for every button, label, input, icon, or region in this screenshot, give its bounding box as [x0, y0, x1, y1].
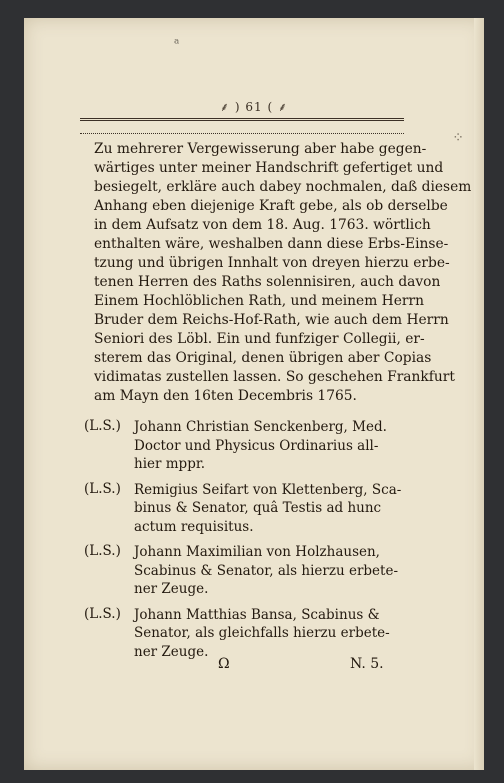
signature-entry	[84, 481, 404, 537]
body-line: tenen Herren des Raths solennisiren, auch davon	[94, 274, 441, 290]
body-line: besiegelt, erkläre auch dabey nochmalen, daß diesem	[94, 179, 472, 195]
body-line: Einem Hochlöblichen Rath, und meinem Herrn	[94, 293, 424, 309]
ornament-rule	[80, 118, 404, 134]
signature-line: ner Zeuge.	[134, 643, 209, 660]
body-line: Seniori des Löbl. Ein und funfziger Collegii, er-	[94, 331, 425, 347]
body-line: Bruder dem Reichs-Hof-Rath, wie auch dem Herrn	[94, 312, 449, 328]
body-line: enthalten wäre, weshalben dann diese Erbs-Einse-	[94, 236, 449, 252]
signature-entry	[84, 418, 404, 474]
seal-mark: (L.S.)	[84, 605, 121, 622]
signature-entry	[84, 606, 404, 662]
signature-line: Johann Maximilian von Holzhausen,	[134, 544, 380, 560]
signature-mark: N. 5.	[350, 656, 384, 672]
signature-text	[134, 418, 404, 474]
body-line: am Mayn den 16ten Decembris 1765.	[94, 388, 357, 404]
signature-line: Remigius Seifart von Klettenberg, Sca-	[134, 481, 402, 498]
signature-line: hier mppr.	[134, 456, 206, 472]
signature-line: Senator, als gleichfalls hierzu erbete-	[134, 625, 390, 641]
signature-text	[134, 606, 404, 662]
signature-block	[84, 418, 404, 668]
signature-text	[134, 481, 404, 537]
signature-line: Doctor und Physicus Ordinarius all-	[134, 437, 379, 454]
signature-line: Johann Christian Senckenberg, Med.	[134, 419, 387, 435]
signature-text	[134, 543, 404, 599]
body-line: sterem das Original, denen übrigen aber Copias	[94, 350, 432, 366]
seal-mark: (L.S.)	[84, 418, 121, 434]
signature-line: ner Zeuge.	[134, 581, 209, 597]
body-line: Anhang eben diejenige Kraft gebe, als ob derselbe	[94, 198, 448, 214]
catchword: Ω	[218, 656, 230, 672]
body-line: Zu mehrerer Vergewisserung aber habe gegen-	[94, 141, 427, 157]
top-ink-mark: ᵃ	[174, 36, 180, 52]
signature-line: binus & Senator, quâ Testis ad hunc	[134, 500, 382, 516]
body-line: wärtiges unter meiner Handschrift gefertiget und	[94, 160, 444, 176]
page-edge	[474, 18, 484, 770]
signature-line: Johann Matthias Bansa, Scabinus &	[134, 606, 380, 623]
signature-entry	[84, 543, 404, 599]
body-line: vidimatas zustellen lassen. So geschehen Frankfurt	[94, 369, 455, 385]
seal-mark: (L.S.)	[84, 480, 121, 497]
signature-line: Scabinus & Senator, als hierzu erbete-	[134, 562, 399, 579]
body-line: tzung und übrigen Innhalt von dreyen hierzu erbe-	[94, 255, 450, 271]
margin-marks: ⁘	[452, 130, 464, 146]
seal-mark: (L.S.)	[84, 543, 121, 559]
body-text	[94, 140, 472, 406]
page-header: ⸙ ) 61 ( ⸙	[220, 100, 288, 114]
body-line: in dem Aufsatz von dem 18. Aug. 1763. wörtlich	[94, 217, 431, 233]
signature-line: actum requisitus.	[134, 518, 254, 535]
document-page	[24, 18, 484, 770]
